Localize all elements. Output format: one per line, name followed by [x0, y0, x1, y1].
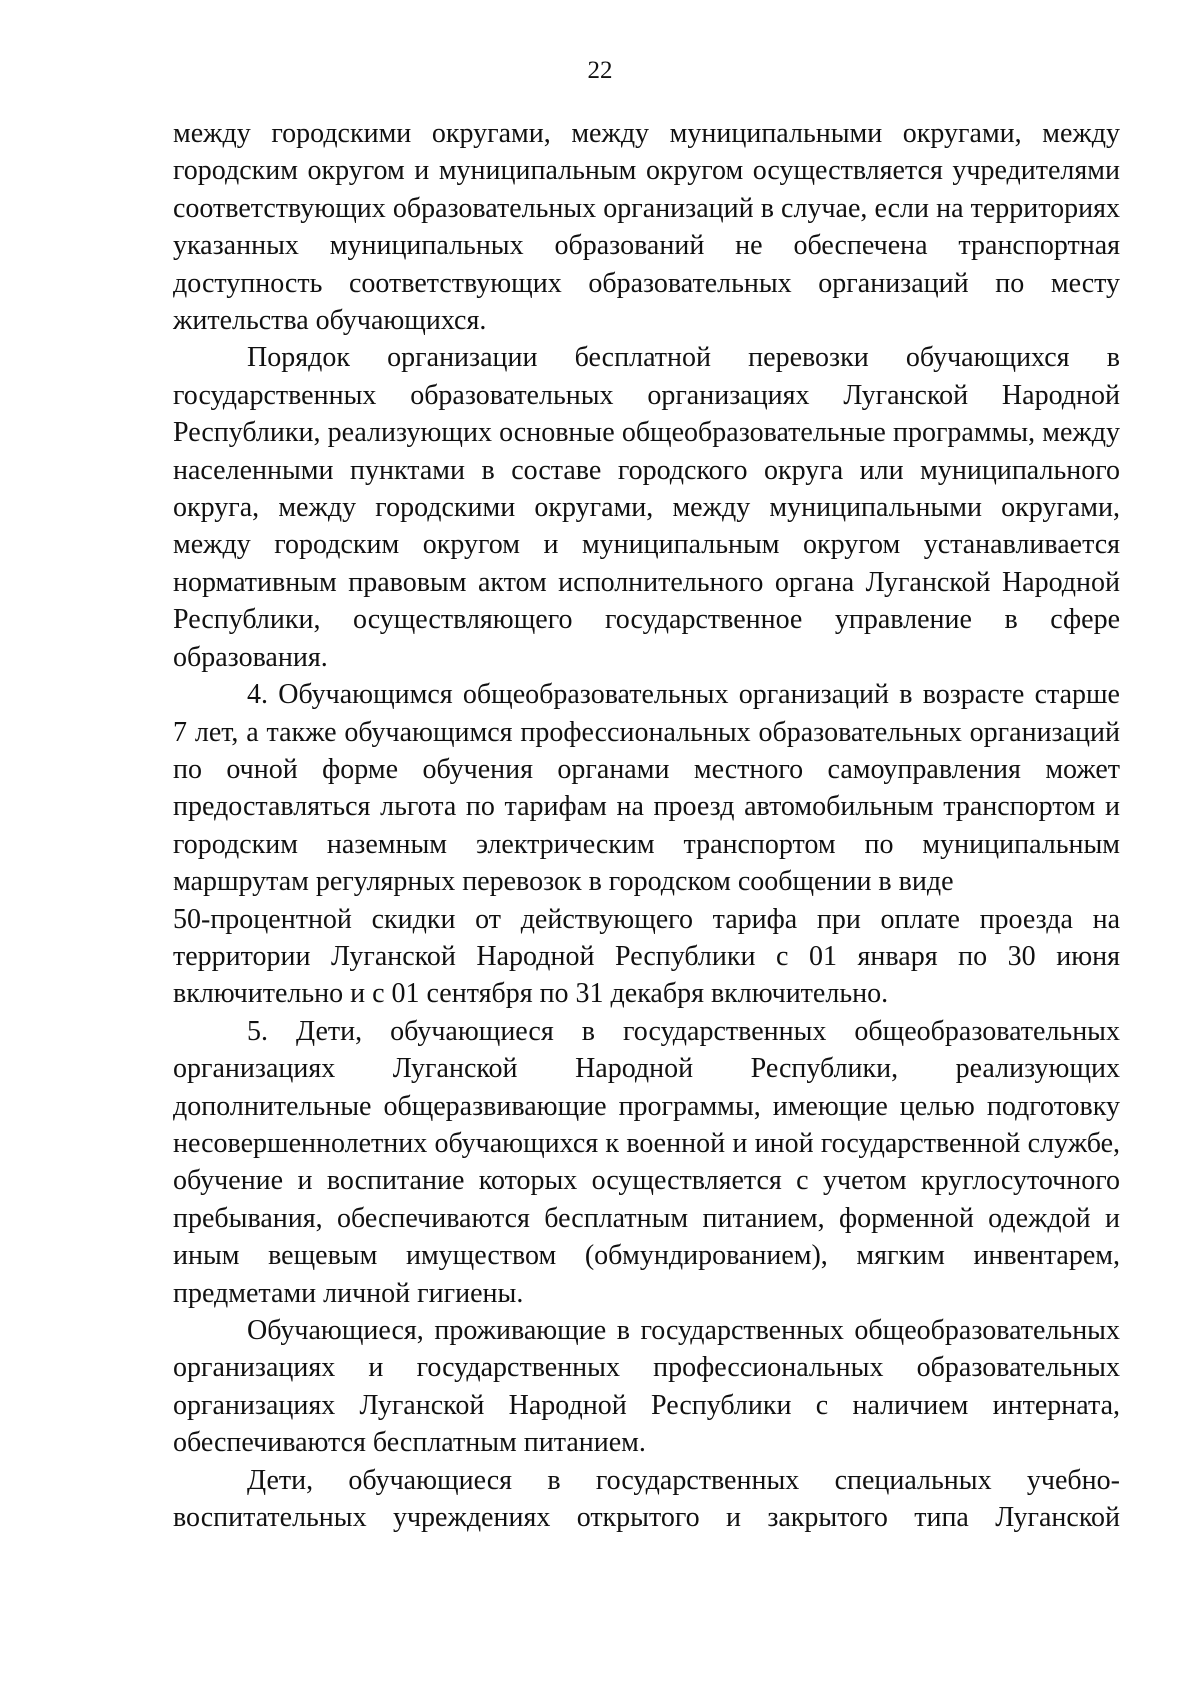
document-body [173, 115, 1120, 1536]
page-number: 22 [587, 57, 613, 84]
paragraph-item-5: 5. Дети, обучающиеся в государственных общеобразовательных организациях Луганской Народной Республики, реализующих дополнительные общеразвивающие программы, имеющие целью подготовку несовершеннолетних обучающихся к военной и иной государственной службе, обучение и воспитание которых осуществляется с учетом круглосуточного пребывания, обеспечиваются бесплатным питанием, форменной одеждой и иным вещевым имуществом (обмундированием), мягким инвентарем, предметами личной гигиены. [173, 1015, 1120, 1309]
paragraph-boarding-students: Обучающиеся, проживающие в государственных общеобразовательных организациях и государственных профессиональных образовательных организациях Луганской Народной Республики с наличием интерната, обеспечиваются бесплатным питанием. [173, 1315, 1120, 1459]
paragraph-continuation: между городскими округами, между муниципальными округами, между городским округом и муниципальным округом осуществляется учредителями соответствующих образовательных организаций в случае, если на территориях указанных муниципальных образований не обеспечена транспортная доступность соответствующих образовательных организаций по месту жительства обучающихся. [173, 118, 1120, 337]
paragraph-special-institutions: Дети, обучающиеся в государственных специальных учебно-воспитательных учреждениях открытого и закрытого типа Луганской [173, 1464, 1120, 1534]
paragraph-item-4: 4. Обучающимся общеобразовательных организаций в возрасте старше 7 лет, а также обучающимся профессиональных образовательных организаций по очной форме обучения органами местного самоуправления может предоставляться льгота по тарифам на проезд автомобильным транспортом и городским наземным электрическим транспортом по муниципальным маршрутам регулярных перевозок в городском сообщении в виде [173, 679, 1120, 898]
paragraph-discount: 50-процентной скидки от действующего тарифа при оплате проезда на территории Луганской Народной Республики с 01 января по 30 июня включительно и с 01 сентября по 31 декабря включительно. [173, 903, 1120, 1010]
paragraph-transport-procedure: Порядок организации бесплатной перевозки обучающихся в государственных образовательных организациях Луганской Народной Республики, реализующих основные общеобразовательные программы, между населенными пунктами в составе городского округа или муниципального округа, между городскими округами, между муниципальными округами, между городским округом и муниципальным округом устанавливается нормативным правовым актом исполнительного органа Луганской Народной Республики, осуществляющего государственное управление в сфере образования. [173, 342, 1120, 673]
